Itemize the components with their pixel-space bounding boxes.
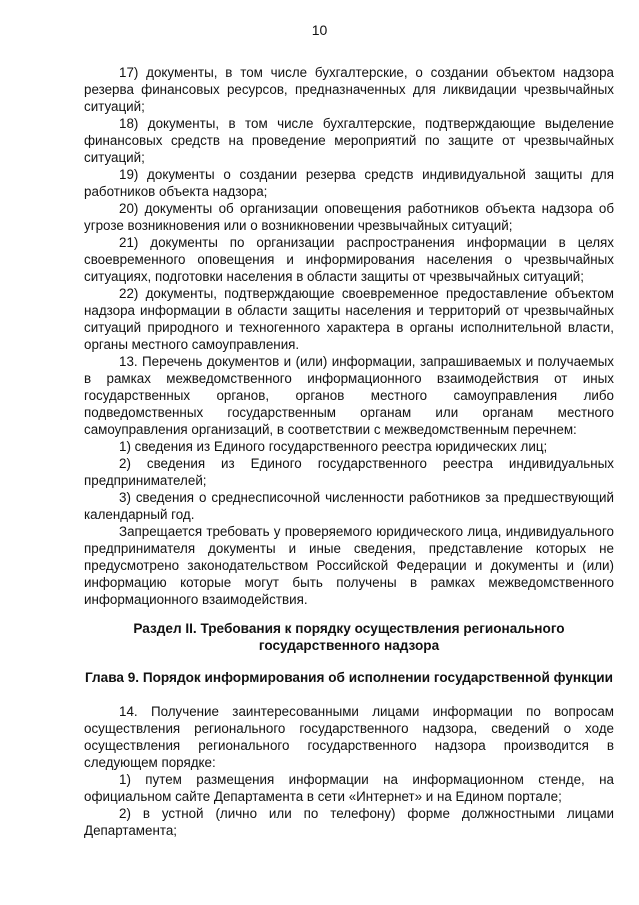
- chapter-heading: Глава 9. Порядок информирования об исполнении государственной функции: [85, 670, 613, 685]
- paragraph-item-17: 17) документы, в том числе бухгалтерские, о создании объектом надзора резерва финансовых ресурсов, предназначенных для ликвидации чрезвычайных ситуаций;: [84, 65, 614, 114]
- paragraph-item-20: 20) документы об организации оповещения работников объекта надзора об угрозе возникновения или о возникновении чрезвычайных ситуаций;: [84, 201, 614, 233]
- paragraph-item-19: 19) документы о создании резерва средств индивидуальной защиты для работников объекта надзора;: [84, 167, 614, 199]
- page-number: 10: [311, 22, 328, 38]
- paragraph-method-2: 2) в устной (лично или по телефону) форме должностными лицами Департамента;: [84, 806, 614, 838]
- paragraph-info-1: 1) сведения из Единого государственного реестра юридических лиц;: [119, 439, 548, 454]
- paragraph-item-22: 22) документы, подтверждающие своевременное предоставление объектом надзора информации в области защиты населения и территорий от чрезвычайных ситуаций природного и техногенного характера в органы исполнительной власти, органы местного самоуправления.: [84, 286, 614, 352]
- paragraph-clause-13: 13. Перечень документов и (или) информации, запрашиваемых и получаемых в рамках межведомственного информационного взаимодействия от иных государственных органов, органов местного самоуправления либо подведомственных государственным органам или органам местного самоуправления организаций, в соответствии с межведомственным перечнем:: [84, 354, 614, 437]
- paragraph-item-21: 21) документы по организации распространения информации в целях своевременного оповещения и информирования населения о чрезвычайных ситуациях, подготовки населения в области защиты от чрезвычайных ситуаций;: [84, 235, 614, 284]
- paragraph-method-1: 1) путем размещения информации на информационном стенде, на официальном сайте Департамента в сети «Интернет» и на Едином портале;: [84, 772, 614, 804]
- paragraph-info-3: 3) сведения о среднесписочной численности работников за предшествующий календарный год.: [84, 490, 614, 522]
- section-heading: Раздел II. Требования к порядку осуществления регионального государственного надзора: [133, 621, 565, 653]
- paragraph-prohibition: Запрещается требовать у проверяемого юридического лица, индивидуального предпринимателя документы и иные сведения, представление которых не предусмотрено законодательством Российской Федерации и документы и (или) информацию которые могут быть получены в рамках межведомственного информационного взаимодействия.: [84, 524, 614, 607]
- paragraph-info-2: 2) сведения из Единого государственного реестра индивидуальных предпринимателей;: [84, 456, 614, 488]
- paragraph-item-18: 18) документы, в том числе бухгалтерские, подтверждающие выделение финансовых средств на проведение мероприятий по защите от чрезвычайных ситуаций;: [84, 116, 614, 165]
- paragraph-clause-14: 14. Получение заинтересованными лицами информации по вопросам осуществления регионального государственного надзора, сведений о ходе осуществления регионального государственного надзора производится в следующем порядке:: [84, 704, 614, 770]
- document-body: [84, 64, 614, 839]
